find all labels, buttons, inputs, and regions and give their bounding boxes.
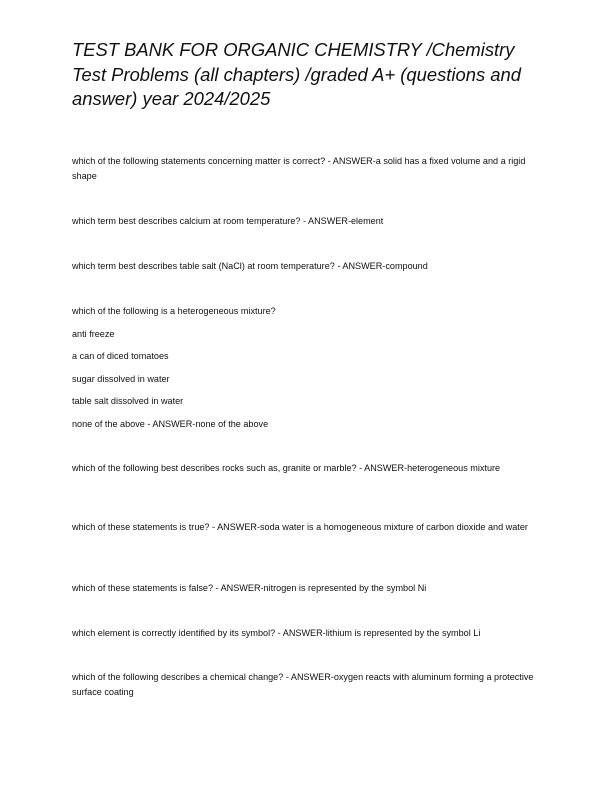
- question-true-statement: which of these statements is true? - ANSWER-soda water is a homogeneous mixture of carbon dioxide and water: [72, 522, 528, 532]
- question-matter-correct: which of the following statements concerning matter is correct? - ANSWER-a solid has a fixed volume and a rigid shape: [72, 156, 526, 181]
- question-chemical-change: which of the following describes a chemical change? - ANSWER-oxygen reacts with aluminum forming a protective surface coating: [72, 672, 534, 697]
- question-heterogeneous-mixture: which of the following is a heterogeneous mixture?: [72, 306, 276, 316]
- option-none-answer: none of the above - ANSWER-none of the above: [72, 419, 269, 429]
- question-calcium: which term best describes calcium at room temperature? - ANSWER-element: [72, 216, 384, 226]
- question-table-salt: which term best describes table salt (NaCl) at room temperature? - ANSWER-compound: [72, 261, 428, 271]
- option-salt-water: table salt dissolved in water: [72, 396, 184, 406]
- option-anti-freeze: anti freeze: [72, 329, 115, 339]
- question-false-statement: which of these statements is false? - ANSWER-nitrogen is represented by the symbol Ni: [72, 583, 427, 593]
- document-title: TEST BANK FOR ORGANIC CHEMISTRY /Chemistry Test Problems (all chapters) /graded A+ (questions and answer) year 2024/2025: [72, 39, 521, 109]
- question-element-symbol: which element is correctly identified by its symbol? - ANSWER-lithium is represented by the symbol Li: [72, 628, 481, 638]
- option-diced-tomatoes: a can of diced tomatoes: [72, 351, 169, 361]
- question-rocks: which of the following best describes rocks such as, granite or marble? - ANSWER-heterogeneous mixture: [72, 463, 501, 473]
- option-sugar-water: sugar dissolved in water: [72, 374, 170, 384]
